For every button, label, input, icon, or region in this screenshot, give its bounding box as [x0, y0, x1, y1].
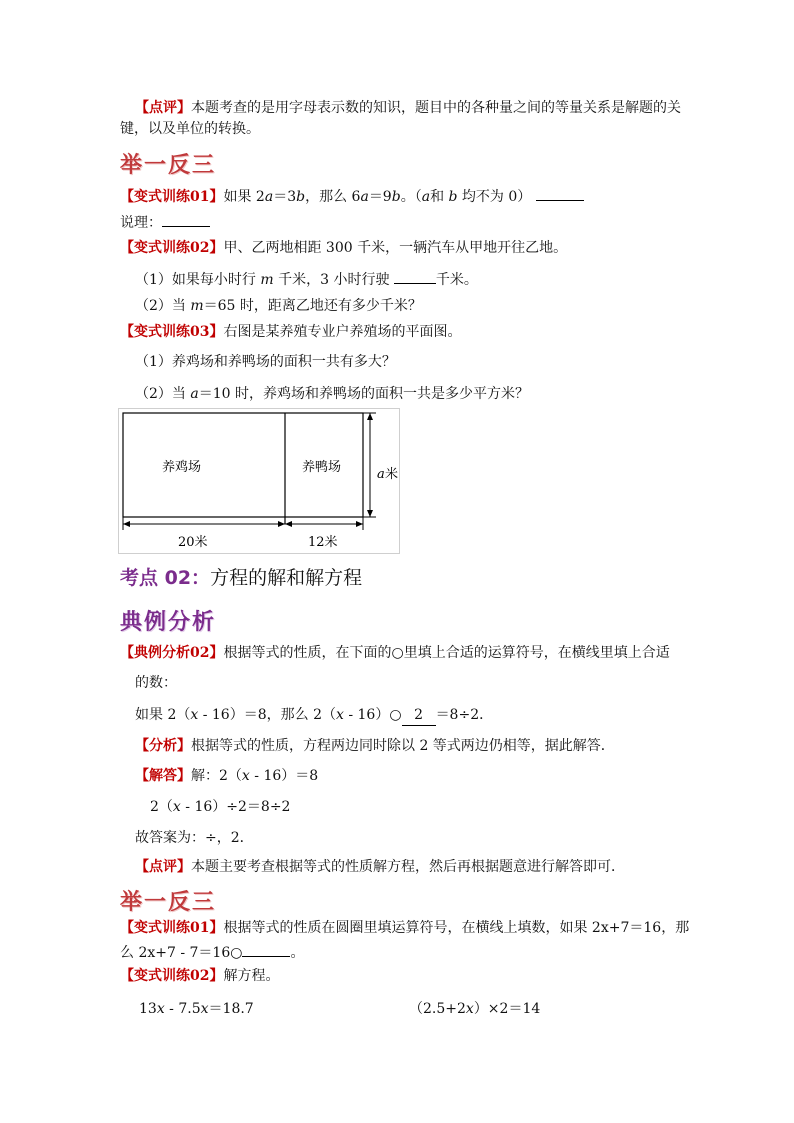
v3-text: 右图是某养殖专业户养殖场的平面图。 [223, 324, 462, 340]
v1-text: 均不为 0） [457, 189, 532, 205]
label-duck-farm: 养鸭场 [302, 460, 342, 475]
solution-step-2 [150, 797, 290, 817]
answer-blank[interactable] [536, 186, 584, 201]
eq-text: ）×2＝14 [473, 1001, 541, 1017]
variant-training-01b-line2 [120, 942, 304, 963]
eq-text: ＝8÷2． [435, 707, 494, 723]
eq-text: （2.5+2 [409, 1001, 466, 1017]
review-text-1: 本题考查的是用字母表示数的知识，题目中的各种量之间的等量关系是解题的关 [191, 100, 681, 116]
var-b: b [448, 189, 458, 205]
answer-blank[interactable] [162, 212, 210, 227]
explain-label: 说理： [120, 215, 162, 231]
var-a: a [264, 189, 274, 205]
var-x: x [465, 1001, 474, 1017]
section-number: 考点 02： [120, 567, 211, 589]
example-text-line2: 的数： [135, 675, 177, 691]
example-analysis-02 [120, 643, 670, 663]
analysis-tag: 【分析】 [135, 738, 191, 754]
var-x: x [200, 1001, 209, 1017]
solution-answer: 故答案为：÷，2． [135, 830, 254, 846]
label-chicken-farm: 养鸡场 [162, 460, 202, 475]
sol-text: - 16）＝8 [249, 768, 319, 784]
section-banner-practice: 举一反三 [120, 153, 217, 178]
label-height-var: a [377, 467, 385, 482]
variant-training-03 [120, 322, 461, 342]
v2-question-2 [135, 296, 422, 316]
sol-text: 2（ [150, 799, 173, 815]
equation-b [409, 999, 540, 1019]
var-m: m [190, 298, 204, 314]
variant-tag: 【变式训练02】 [120, 968, 224, 984]
v3-question-1: （1）养鸡场和养鸭场的面积一共有多大？ [135, 354, 396, 370]
var-x: x [241, 768, 250, 784]
period: 。 [290, 945, 305, 961]
q-text: ＝65 时，距离乙地还有多少千米？ [203, 298, 422, 314]
example-equation [135, 705, 493, 726]
q-text: （2）当 [135, 298, 191, 314]
var-x: x [156, 1001, 165, 1017]
review-paragraph-line2: 键，以及单位的转换。 [120, 121, 260, 137]
sol-text: - 16）÷2＝8÷2 [180, 799, 291, 815]
answer-blank[interactable] [242, 942, 290, 957]
var-x: x [190, 707, 199, 723]
variant-training-02b [120, 966, 279, 986]
eq-text: ＝18.7 [208, 1001, 254, 1017]
answer-blank[interactable] [394, 269, 436, 284]
answer-blank-filled[interactable]: 2 [402, 705, 436, 726]
sol-text: 解：2（ [191, 768, 242, 784]
var-a: a [360, 189, 369, 205]
variant-training-01b [120, 918, 689, 938]
w1-text: 么 2x+7 - 7＝16○ [120, 945, 243, 961]
eq-text: - 16）○ [343, 707, 402, 723]
section-banner-example: 典例分析 [120, 610, 217, 635]
variant-tag: 【变式训练03】 [120, 324, 224, 340]
q-text: （1）如果每小时行 [135, 272, 261, 288]
analysis-text: 根据等式的性质，方程两边同时除以 2 等式两边仍相等，据此解答． [191, 738, 615, 754]
v1-text: ，那么 6 [305, 189, 361, 205]
v1-text: 。（ [400, 189, 422, 205]
label-width-12: 12米 [308, 535, 338, 550]
label-width-20: 20米 [178, 535, 208, 550]
variant-tag: 【变式训练01】 [120, 189, 224, 205]
q-text: 千米，3 小时行驶 [273, 272, 394, 288]
variant-training-01 [120, 186, 584, 207]
v3-question-2 [135, 384, 529, 404]
w2-text: 解方程。 [223, 968, 280, 984]
v2-question-1 [135, 269, 478, 290]
v1-text: ＝9 [368, 189, 392, 205]
section-banner-practice-2: 举一反三 [120, 890, 217, 915]
q-text: ＝10 时，养鸡场和养鸭场的面积一共是多少平方米？ [198, 386, 529, 402]
review-tag: 【点评】 [135, 859, 191, 875]
var-x: x [335, 707, 344, 723]
solution-tag: 【解答】 [135, 768, 191, 784]
review-paragraph-line1 [135, 98, 681, 118]
v1-text: ＝3 [273, 189, 297, 205]
var-x: x [172, 799, 181, 815]
v1-text: 如果 2 [223, 189, 265, 205]
var-b: b [391, 189, 401, 205]
v2-text: 甲、乙两地相距 300 千米，一辆汽车从甲地开往乙地。 [223, 240, 568, 256]
farm-plan-figure [118, 408, 400, 554]
eq-text: 13 [139, 1001, 157, 1017]
analysis-line [135, 736, 615, 756]
variant-tag: 【变式训练02】 [120, 240, 224, 256]
example-text: 根据等式的性质，在下面的○里填上合适的运算符号，在横线里填上合适 [223, 645, 670, 661]
q-text: （2）当 [135, 386, 191, 402]
review-text: 本题主要考查根据等式的性质解方程，然后再根据题意进行解答即可． [191, 859, 625, 875]
eq-text: 如果 2（ [135, 707, 191, 723]
explain-line [120, 212, 210, 233]
section-heading [120, 563, 362, 590]
figure-frame [119, 409, 400, 554]
v1-text: 和 [430, 189, 449, 205]
equation-a [139, 999, 254, 1019]
var-b: b [296, 189, 306, 205]
var-a: a [421, 189, 431, 205]
eq-text: - 7.5 [164, 1001, 201, 1017]
example-tag: 【典例分析02】 [120, 645, 224, 661]
review-tag: 【点评】 [135, 100, 191, 116]
review-line-2 [135, 857, 625, 877]
var-m: m [260, 272, 274, 288]
eq-text: - 16）＝8，那么 2（ [198, 707, 336, 723]
label-height-unit: 米 [385, 467, 399, 482]
section-title: 方程的解和解方程 [210, 567, 363, 589]
solution-line [135, 766, 318, 786]
q-text: 千米。 [435, 272, 478, 288]
w1-text: 根据等式的性质在圆圈里填运算符号，在横线上填数，如果 2x+7＝16，那 [223, 920, 690, 936]
variant-tag: 【变式训练01】 [120, 920, 224, 936]
var-a: a [190, 386, 199, 402]
variant-training-02 [120, 238, 567, 258]
